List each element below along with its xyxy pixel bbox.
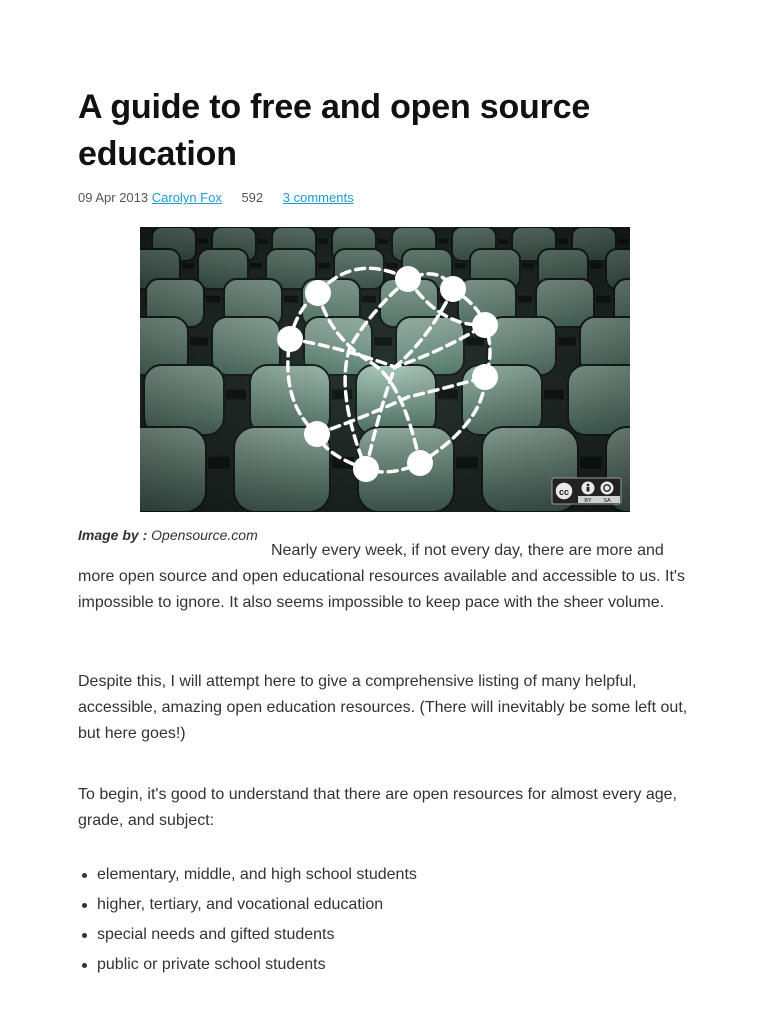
list-item: higher, tertiary, and vocational education — [97, 890, 697, 920]
article-title: A guide to free and open source education — [78, 88, 591, 173]
svg-text:SA: SA — [603, 498, 611, 504]
comments-link[interactable]: 3 comments — [282, 190, 354, 205]
audience-list — [78, 860, 697, 980]
view-count: 592 — [241, 190, 264, 205]
lead-image — [140, 227, 630, 512]
article-meta — [78, 190, 354, 205]
list-item: special needs and gifted students — [97, 920, 697, 950]
author-link[interactable]: Carolyn Fox — [151, 190, 222, 205]
paragraph-begin: To begin, it's good to understand that there are open resources for almost every age, grade, and subject: — [78, 786, 677, 829]
svg-text:BY: BY — [584, 498, 592, 504]
cc-by-sa-badge — [552, 478, 621, 504]
list-item: elementary, middle, and high school students — [97, 860, 697, 890]
paragraph-listing: Despite this, I will attempt here to give a comprehensive listing of many helpful, accessible, amazing open education resources. (There will inevitably be some left out, but here goes!) — [78, 673, 688, 742]
publish-date: 09 Apr 2013 — [78, 190, 149, 205]
caption-source: Opensource.com — [151, 527, 258, 543]
caption-label: Image by : — [78, 527, 148, 543]
list-item: public or private school students — [97, 950, 697, 980]
svg-text:cc: cc — [558, 487, 570, 497]
paragraph-intro: Nearly every week, if not every day, there are more and more open source and open educational resources available and accessible to us. It's impossible to ignore. It also seems impossible to keep pace with the sheer volume. — [78, 542, 685, 611]
